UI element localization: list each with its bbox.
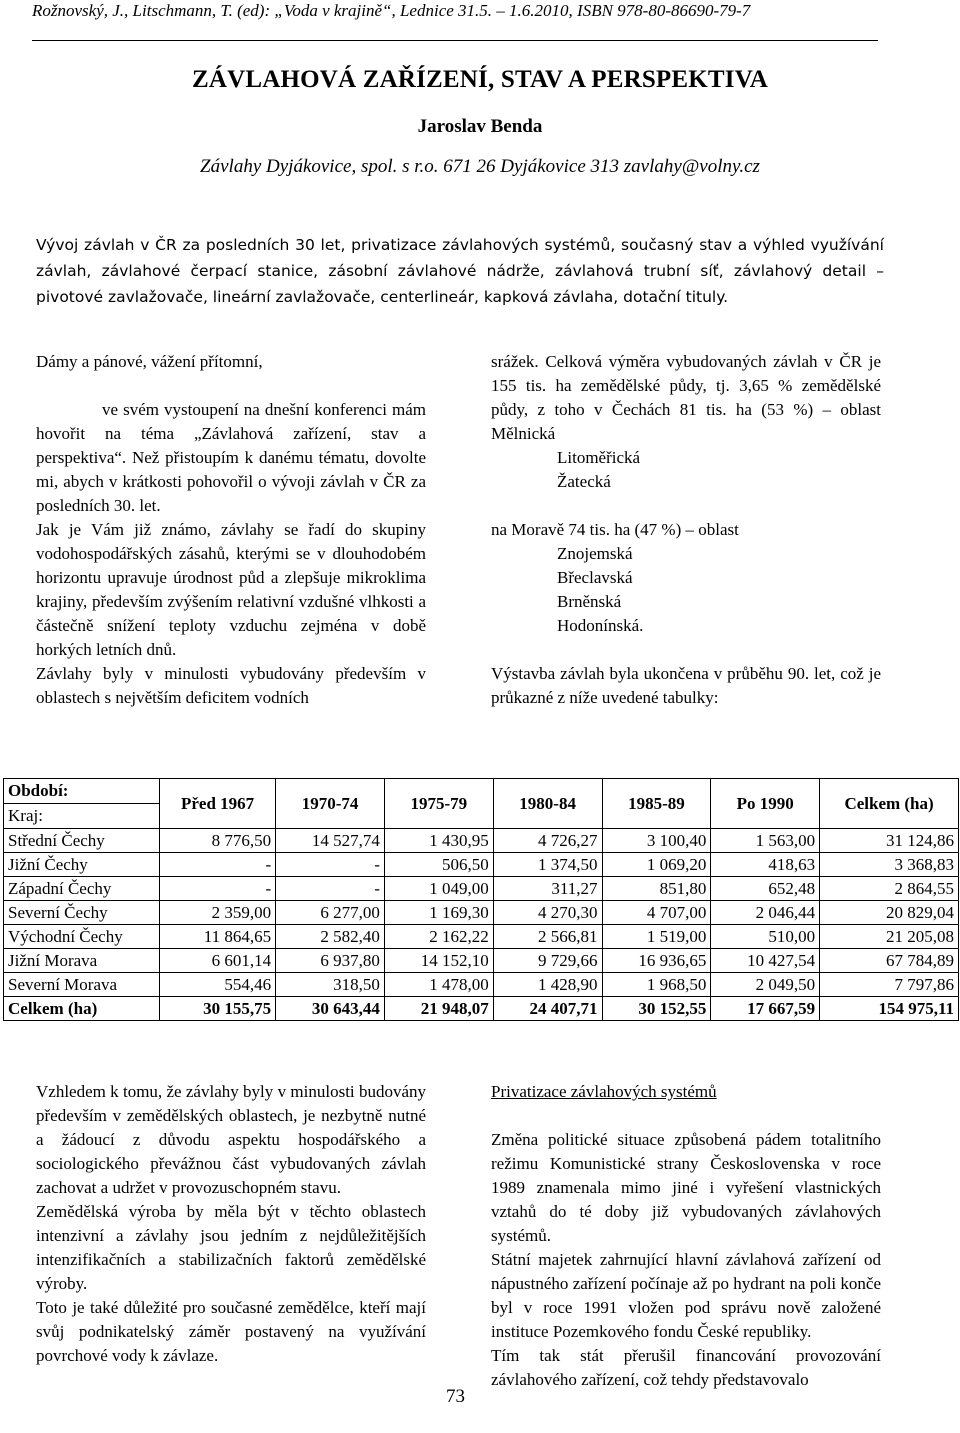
column-header: 1970-74 — [276, 779, 385, 829]
table-row — [4, 877, 959, 901]
table-row — [4, 973, 959, 997]
page-number: 73 — [446, 1386, 465, 1407]
value-cell: 30 152,55 — [602, 997, 711, 1021]
moravia-line: na Moravě 74 tis. ha (47 %) – oblast — [491, 520, 739, 539]
value-cell: 14 152,10 — [384, 949, 493, 973]
value-cell: 4 726,27 — [493, 829, 602, 853]
value-cell: 851,80 — [602, 877, 711, 901]
region-cell: Západní Čechy — [4, 877, 160, 901]
region-label: Kraj: — [8, 806, 43, 825]
preservation-paragraph: Vzhledem k tomu, že závlahy byly v minulosti budovány především v zemědělských oblastech, je nezbytně nutné a žádoucí z důvodu aspektu hospodářského a sociologického převážnou část vybudovaných závlah zachovat a udržet v provozuschopném stavu. — [36, 1082, 426, 1197]
value-cell: 418,63 — [711, 853, 820, 877]
value-cell: 506,50 — [384, 853, 493, 877]
farmers-paragraph: Toto je také důležité pro současné zemědělce, kteří mají svůj podnikatelský záměr postavený na využívání povrchové vody k závlaze. — [36, 1298, 426, 1365]
period-label: Období: — [4, 779, 159, 804]
region-zatecka: Žatecká — [557, 472, 611, 491]
value-cell: 11 864,65 — [160, 925, 276, 949]
table-row — [4, 925, 959, 949]
region-cell: Jižní Morava — [4, 949, 160, 973]
value-cell: 2 162,22 — [384, 925, 493, 949]
column-header: 1985-89 — [602, 779, 711, 829]
greeting: Dámy a pánové, vážení přítomní, — [36, 352, 263, 371]
value-cell: - — [160, 853, 276, 877]
value-cell: 3 100,40 — [602, 829, 711, 853]
value-cell: - — [160, 877, 276, 901]
value-cell: 2 566,81 — [493, 925, 602, 949]
bottom-right-column — [491, 1080, 881, 1392]
column-header: Po 1990 — [711, 779, 820, 829]
region-cell: Celkem (ha) — [4, 997, 160, 1021]
value-cell: 24 407,71 — [493, 997, 602, 1021]
value-cell: 21 948,07 — [384, 997, 493, 1021]
value-cell: 20 829,04 — [820, 901, 959, 925]
right-column — [491, 350, 881, 710]
keywords-abstract: Vývoj závlah v ČR za posledních 30 let, privatizace závlahových systémů, současný stav a výhled využívání závlah, závlahové čerpací stanice, zásobní závlahové nádrže, závlahová trubní síť, závlahový detail – pivotové zavlažovače, lineární zavlažovače, centerlineár, kapková závlaha, dotační tituly. — [36, 236, 884, 306]
value-cell: 3 368,83 — [820, 853, 959, 877]
value-cell: 318,50 — [276, 973, 385, 997]
value-cell: 1 430,95 — [384, 829, 493, 853]
value-cell: 2 049,50 — [711, 973, 820, 997]
left-column — [36, 350, 426, 710]
header-corner-cell — [4, 779, 160, 829]
region-cell: Východní Čechy — [4, 925, 160, 949]
value-cell: 67 784,89 — [820, 949, 959, 973]
value-cell: 1 428,90 — [493, 973, 602, 997]
total-area-paragraph: srážek. Celková výměra vybudovaných závlah v ČR je 155 tis. ha zemědělské půdy, tj. 3,65 % zemědělské půdy, z toho v Čechách 81 tis. ha (53 %) – oblast Mělnická — [491, 352, 881, 443]
value-cell: 16 936,65 — [602, 949, 711, 973]
value-cell: 2 359,00 — [160, 901, 276, 925]
value-cell: 554,46 — [160, 973, 276, 997]
value-cell: 2 582,40 — [276, 925, 385, 949]
financing-paragraph: Tím tak stát přerušil financování provozování závlahového zařízení, což tehdy představovalo — [491, 1346, 881, 1389]
region-znojemska: Znojemská — [557, 544, 633, 563]
value-cell: 1 519,00 — [602, 925, 711, 949]
region-cell: Severní Morava — [4, 973, 160, 997]
value-cell: - — [276, 877, 385, 901]
value-cell: 4 270,30 — [493, 901, 602, 925]
value-cell: 1 169,30 — [384, 901, 493, 925]
value-cell: - — [276, 853, 385, 877]
region-litomericka: Litoměřická — [557, 448, 641, 467]
state-property-paragraph: Státní majetek zahrnující hlavní závlahová zařízení od nápustného zařízení počínaje až po hydrant na poli konče byl v roce 1991 vložen pod správu nově založené instituce Pozemkového fondu České republiky. — [491, 1250, 881, 1341]
table-total-row — [4, 997, 959, 1021]
value-cell: 652,48 — [711, 877, 820, 901]
intro-paragraph — [36, 398, 426, 518]
value-cell: 30 155,75 — [160, 997, 276, 1021]
table-row — [4, 901, 959, 925]
table-row — [4, 949, 959, 973]
value-cell: 510,00 — [711, 925, 820, 949]
political-change-paragraph: Změna politické situace způsobená pádem totalitního režimu Komunistické strany Československa v roce 1989 znamenala mimo jiné i vyřešení vlastnických vztahů do té doby již vybudovaných závlahových systémů. — [491, 1130, 881, 1245]
value-cell: 17 667,59 — [711, 997, 820, 1021]
table-body — [4, 829, 959, 1021]
value-cell: 1 069,20 — [602, 853, 711, 877]
value-cell: 4 707,00 — [602, 901, 711, 925]
table-header-row — [4, 779, 959, 829]
running-header: Rožnovský, J., Litschmann, T. (ed): „Voda v krajině“, Lednice 31.5. – 1.6.2010, ISBN 978-80-86690-79-7 — [32, 0, 878, 41]
paragraph-water-management: Jak je Vám již známo, závlahy se řadí do skupiny vodohospodářských zásahů, kterými se v dlouhodobém horizontu upravuje úrodnost půd a zlepšuje mikroklima krajiny, především zvýšením relativní vzdušné vlhkosti a částečně snížení teploty vzduchu zejména v době horkých letních dnů. — [36, 520, 426, 659]
section-heading-privatization: Privatizace závlahových systémů — [491, 1082, 717, 1101]
value-cell: 8 776,50 — [160, 829, 276, 853]
value-cell: 6 937,80 — [276, 949, 385, 973]
region-cell: Jižní Čechy — [4, 853, 160, 877]
value-cell: 31 124,86 — [820, 829, 959, 853]
value-cell: 10 427,54 — [711, 949, 820, 973]
value-cell: 14 527,74 — [276, 829, 385, 853]
region-brnenska: Brněnská — [557, 592, 622, 611]
value-cell: 1 478,00 — [384, 973, 493, 997]
value-cell: 6 601,14 — [160, 949, 276, 973]
irrigation-area-table — [3, 778, 959, 1021]
value-cell: 311,27 — [493, 877, 602, 901]
bottom-left-column — [36, 1080, 426, 1368]
value-cell: 30 643,44 — [276, 997, 385, 1021]
region-hodoninska: Hodonínská. — [557, 616, 644, 635]
region-breclavska: Břeclavská — [557, 568, 633, 587]
construction-paragraph: Výstavba závlah byla ukončena v průběhu 90. let, což je průkazné z níže uvedené tabulky: — [491, 664, 881, 707]
column-header: 1975-79 — [384, 779, 493, 829]
column-header: Před 1967 — [160, 779, 276, 829]
production-paragraph: Zemědělská výroba by měla být v těchto oblastech intenzivní a závlahy jsou jedním z nejdůležitějších intenzifikačních a stabilizačních faktorů zemědělské výroby. — [36, 1202, 426, 1293]
paper-title: ZÁVLAHOVÁ ZAŘÍZENÍ, STAV A PERSPEKTIVA — [191, 66, 769, 93]
value-cell: 1 563,00 — [711, 829, 820, 853]
table-row — [4, 853, 959, 877]
region-cell: Střední Čechy — [4, 829, 160, 853]
author-affiliation: Závlahy Dyjákovice, spol. s r.o. 671 26 Dyjákovice 313 zavlahy@volny.cz — [200, 156, 760, 177]
value-cell: 21 205,08 — [820, 925, 959, 949]
value-cell: 1 968,50 — [602, 973, 711, 997]
value-cell: 2 046,44 — [711, 901, 820, 925]
value-cell: 1 374,50 — [493, 853, 602, 877]
column-header: 1980-84 — [493, 779, 602, 829]
value-cell: 1 049,00 — [384, 877, 493, 901]
value-cell: 6 277,00 — [276, 901, 385, 925]
author-name: Jaroslav Benda — [417, 116, 543, 137]
region-cell: Severní Čechy — [4, 901, 160, 925]
value-cell: 7 797,86 — [820, 973, 959, 997]
table-row — [4, 829, 959, 853]
value-cell: 154 975,11 — [820, 997, 959, 1021]
column-header: Celkem (ha) — [820, 779, 959, 829]
value-cell: 9 729,66 — [493, 949, 602, 973]
intro-text: ve svém vystoupení na dnešní konferenci mám hovořit na téma „Závlahová zařízení, stav a perspektiva“. Než přistoupím k danému tématu, dovolte mi, abych v krátkosti pohovořil o vývoji závlah v ČR za posledních 30. let. — [36, 400, 426, 515]
paragraph-deficit: Závlahy byly v minulosti vybudovány především v oblastech s největším deficitem vodních — [36, 664, 426, 707]
value-cell: 2 864,55 — [820, 877, 959, 901]
